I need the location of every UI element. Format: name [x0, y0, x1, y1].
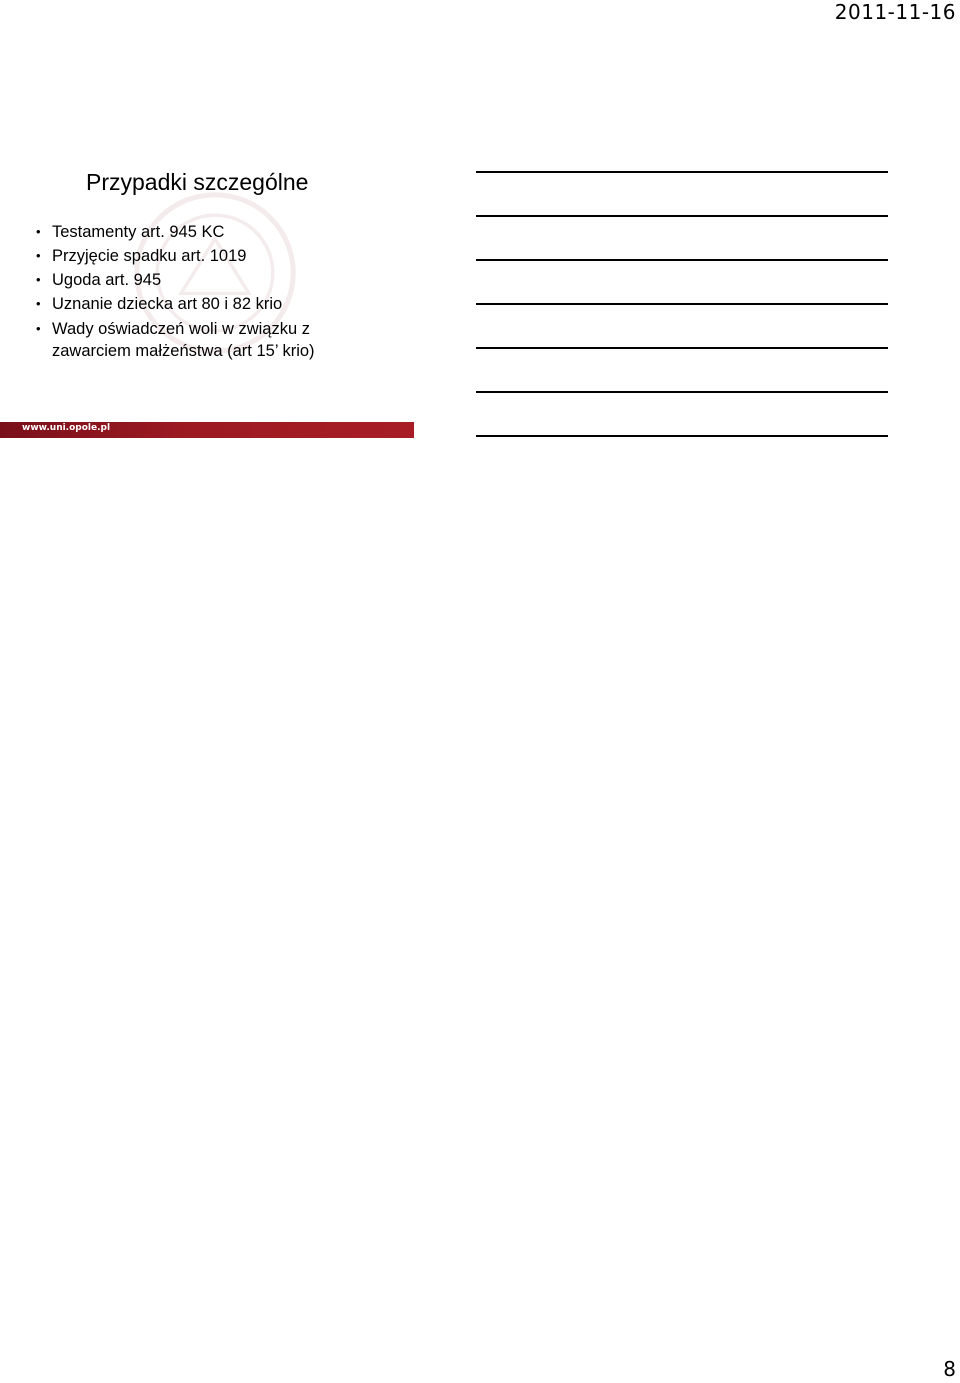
page-date: 2011-11-16: [834, 0, 956, 24]
notes-area: [476, 171, 888, 479]
list-item: • Przyjęcie spadku art. 1019: [36, 244, 382, 268]
list-item: • Ugoda art. 945: [36, 268, 382, 292]
slide-title: Przypadki szczególne: [86, 169, 309, 195]
note-line: [476, 171, 888, 173]
footer-bar: [0, 422, 414, 438]
note-line: [476, 259, 888, 261]
note-line: [476, 215, 888, 217]
list-item: • Uznanie dziecka art 80 i 82 krio: [36, 292, 382, 316]
note-line: [476, 347, 888, 349]
list-item: • Wady oświadczeń woli w związku z zawarciem małżeństwa (art 15’ krio): [36, 318, 382, 362]
footer-url: www.uni.opole.pl: [22, 423, 111, 433]
bullet-list: [36, 220, 382, 362]
list-item: • Testamenty art. 945 KC: [36, 220, 382, 244]
page-number: 8: [943, 1357, 956, 1381]
note-line: [476, 391, 888, 393]
note-line: [476, 435, 888, 437]
note-line: [476, 303, 888, 305]
slide-thumbnail: [0, 140, 414, 438]
